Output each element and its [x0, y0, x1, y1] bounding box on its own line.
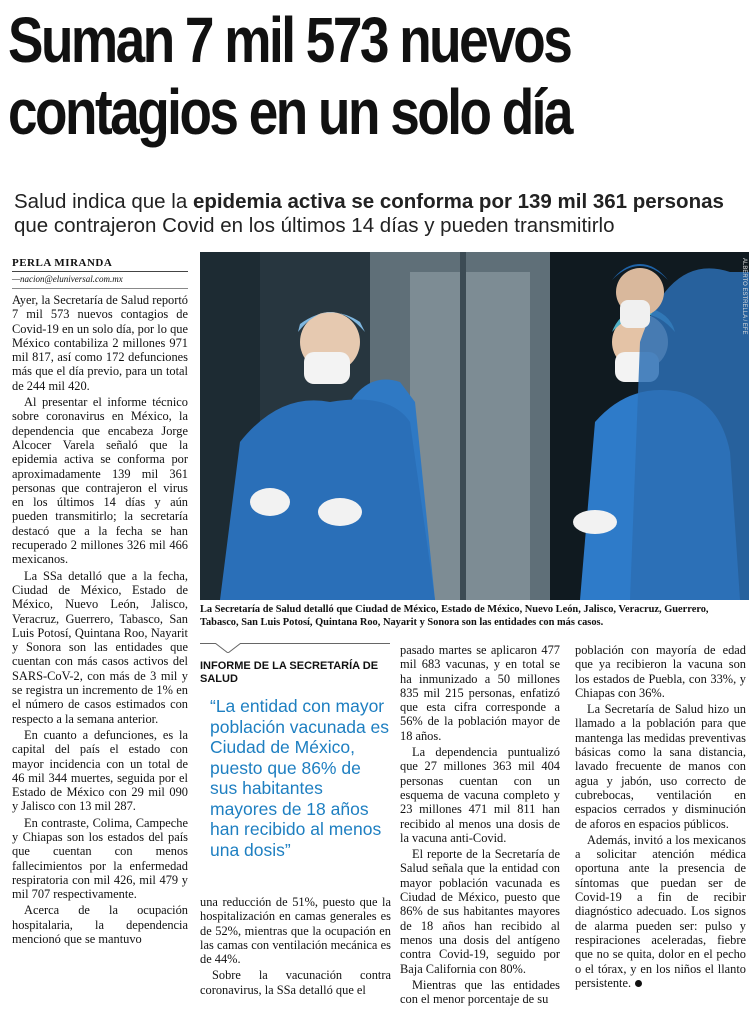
infobox-kicker: INFORME DE LA SECRETARÍA DE SALUD [200, 660, 379, 685]
end-mark-icon [635, 980, 642, 987]
pull-quote: “La entidad con mayor población vacunada es Ciudad de México, puesto que 86% de sus habitantes mayores de 18 años han recibido al menos una dosis” [210, 696, 390, 860]
article-photo [200, 252, 749, 600]
byline [12, 257, 188, 289]
deck-subtitle [14, 190, 749, 238]
headline-line-2: contagios en un solo día [8, 76, 571, 148]
deck-part-2: que contrajeron Covid en los últimos 14 días y pueden transmitirlo [14, 214, 615, 237]
article-column-1 [12, 293, 188, 948]
paragraph: La Secretaría de Salud hizo un llamado a la población para que mantenga las medidas preventivas básicas como la sana distancia, lavado frecuente de manos con agua y jabón, uso correcto de cubrebocas, ventilación en espacios cerrados y disminución de aforos en espacios públicos. [575, 702, 746, 831]
paragraph: Ayer, la Secretaría de Salud reportó 7 mil 573 nuevos contagios de Covid-19 en un solo día, por lo que México contabiliza 2 millones 971 mil 817, así como 172 defunciones más que el día previo, para un total de 244 mil 420. [12, 293, 188, 393]
photo-caption: La Secretaría de Salud detalló que Ciudad de México, Estado de México, Nuevo León, Jalisco, Veracruz, Guerrero, Tabasco, San Luis Potosí, Quintana Roo, Nayarit y Sonora son las entidades con más casos. [200, 604, 709, 628]
headline [8, 4, 622, 148]
paragraph [575, 833, 746, 990]
photo-credit: ALBERTO ESTRELLA / EFE [741, 258, 747, 335]
paragraph: Al presentar el informe técnico sobre coronavirus en México, la dependencia que encabeza Jorge Alcocer Varela señaló que la epidemia activa se conforma por aproximadamente 139 mil 361 personas que contrajeron el virus en los últimos 14 días y aún pueden transmitirlo; la secretaría destacó que a la fecha se han recuperado 2 millones 326 mil 466 mexicanos. [12, 395, 188, 567]
paragraph: El reporte de la Secretaría de Salud señala que la entidad con mayor población vacunada es Ciudad de México, puesto que 86% de sus habitantes mayores de 18 años han recibido al menos una dosis del antígeno contra Covid-19, seguido por Baja California con 80%. [400, 847, 560, 976]
paragraph: pasado martes se aplicaron 477 mil 683 vacunas, y en total se ha inmunizado a 50 millones 835 mil 215 personas, enfatizó que esta cifra corresponde a 56% de la población mayor de 18 años. [400, 643, 560, 743]
article-column-2 [200, 895, 391, 999]
deck-bold: epidemia activa se conforma por 139 mil 361 personas [192, 190, 724, 213]
final-paragraph-text: Además, invitó a los mexicanos a solicitar atención médica oportuna ante la presencia de síntomas que puedan ser de Covid-19 a fin de recibir diagnóstico adecuado. Los signos de alarma pueden ser: pulso y respiraciones aceleradas, fiebre que no se quita, dolor en el pecho o el tórax, y en los niños el llanto persistente. [575, 832, 746, 990]
deck-part-1: Salud indica que la [14, 190, 193, 213]
paragraph: La SSa detalló que a la fecha, Ciudad de México, Estado de México, Nuevo León, Jalisco, Veracruz, Guerrero, Tabasco, San Luis Potosí, Quintana Roo, Nayarit y Sonora son las entidades que cuentan con más casos activos del SARS-CoV-2, con más de 3 mil y se registra un incremento de 1% en el número de casos estimados con respecto a la semana anterior. [12, 568, 188, 726]
headline-line-1: Suman 7 mil 573 nuevos [8, 4, 571, 76]
article-column-3 [400, 643, 560, 1008]
author-email[interactable]: —nacion@eluniversal.com.mx [12, 274, 188, 289]
paragraph: La dependencia puntualizó que 27 millones 363 mil 404 personas cuentan con un esquema de vacuna completo y 23 millones 471 mil 811 han recibido al menos una dosis de la vacuna anti-Covid. [400, 745, 560, 845]
paragraph: una reducción de 51%, puesto que la hospitalización en camas generales es de 52%, mientras que la ocupación en las camas con ventilación mecánica es de 44%. [200, 895, 391, 967]
author-name: PERLA MIRANDA [12, 257, 188, 272]
paragraph: Mientras que las entidades con el menor porcentaje de su [400, 977, 560, 1007]
paragraph: Sobre la vacunación contra coronavirus, la SSa detalló que el [200, 968, 391, 997]
paragraph: población con mayoría de edad que ya recibieron la vacuna son los estados de Puebla, con 33%, y Chiapas con 36%. [575, 643, 746, 700]
health-workers-illustration [200, 252, 749, 600]
paragraph: Acerca de la ocupación hospitalaria, la dependencia mencionó que se mantuvo [12, 903, 188, 947]
paragraph: En cuanto a defunciones, es la capital del país el estado con mayor incidencia con un total de 46 mil 344 muertes, seguida por el Estado de México con 29 mil 090 y Jalisco con 13 mil 287. [12, 727, 188, 814]
paragraph: En contraste, Colima, Campeche y Chiapas son los estados del país que cuentan con menos fallecimientos por la enfermedad respiratoria con mil 426, mil 479 y mil 707 respectivamente. [12, 815, 188, 902]
pull-quote-box [200, 650, 390, 860]
article-column-4 [575, 643, 746, 992]
